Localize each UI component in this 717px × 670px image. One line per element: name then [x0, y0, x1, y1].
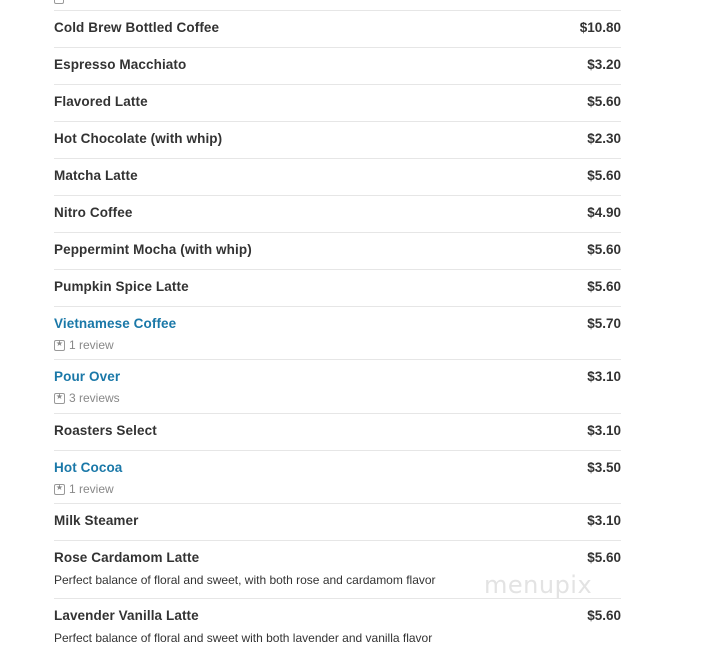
item-name: Rose Cardamom Latte [54, 550, 200, 565]
item-price: $5.60 [587, 279, 621, 294]
item-name: Nitro Coffee [54, 205, 133, 220]
menu-item [54, 270, 621, 307]
menu-item [54, 196, 621, 233]
item-price: $3.50 [587, 460, 621, 475]
menupix-watermark: menupix [484, 571, 593, 599]
item-name: Milk Steamer [54, 513, 139, 528]
menu-item [54, 504, 621, 541]
item-name-link[interactable]: Vietnamese Coffee [54, 316, 177, 331]
item-price: $5.60 [587, 94, 621, 109]
menu-item [54, 11, 621, 48]
star-icon [54, 484, 65, 495]
item-price: $10.80 [579, 20, 621, 35]
item-name: Cold Brew Bottled Coffee [54, 20, 220, 35]
item-price: $3.10 [587, 513, 621, 528]
item-name: Hot Chocolate (with whip) [54, 131, 223, 146]
review-count[interactable] [54, 482, 114, 496]
review-count-label: 3 reviews [69, 391, 120, 405]
item-name-link[interactable]: Pour Over [54, 369, 121, 384]
menu-item [54, 414, 621, 451]
menu-item [54, 451, 621, 504]
menu-item [54, 85, 621, 122]
star-icon [54, 393, 65, 404]
menu-item [54, 360, 621, 414]
review-count-label: 1 review [69, 338, 114, 352]
item-price: $3.10 [587, 423, 621, 438]
item-price: $4.90 [587, 205, 621, 220]
item-description: Perfect balance of floral and sweet, with both rose and cardamom flavor [54, 573, 436, 587]
item-price: $5.60 [587, 242, 621, 257]
item-price: $5.70 [587, 316, 621, 331]
menu-item [54, 599, 621, 659]
review-count[interactable] [54, 391, 120, 405]
item-name: Lavender Vanilla Latte [54, 608, 199, 623]
menu-list [54, 0, 621, 659]
item-name: Pumpkin Spice Latte [54, 279, 189, 294]
star-icon [54, 0, 64, 4]
item-price: $3.20 [587, 57, 621, 72]
menu-item [54, 307, 621, 360]
item-name: Matcha Latte [54, 168, 138, 183]
item-name: Roasters Select [54, 423, 157, 438]
item-description: Perfect balance of floral and sweet with both lavender and vanilla flavor [54, 631, 433, 645]
review-count[interactable] [54, 338, 114, 352]
item-price: $5.60 [587, 550, 621, 565]
item-name: Peppermint Mocha (with whip) [54, 242, 252, 257]
item-price: $2.30 [587, 131, 621, 146]
menu-item [54, 122, 621, 159]
menu-item [54, 48, 621, 85]
item-name-link[interactable]: Hot Cocoa [54, 460, 123, 475]
item-price: $5.60 [587, 168, 621, 183]
star-icon [54, 340, 65, 351]
review-count-label: 1 review [69, 482, 114, 496]
menu-item [54, 159, 621, 196]
item-name: Espresso Macchiato [54, 57, 187, 72]
item-price: $5.60 [587, 608, 621, 623]
menu-item [54, 233, 621, 270]
item-name: Flavored Latte [54, 94, 148, 109]
previous-item-remnant [54, 0, 621, 11]
item-price: $3.10 [587, 369, 621, 384]
